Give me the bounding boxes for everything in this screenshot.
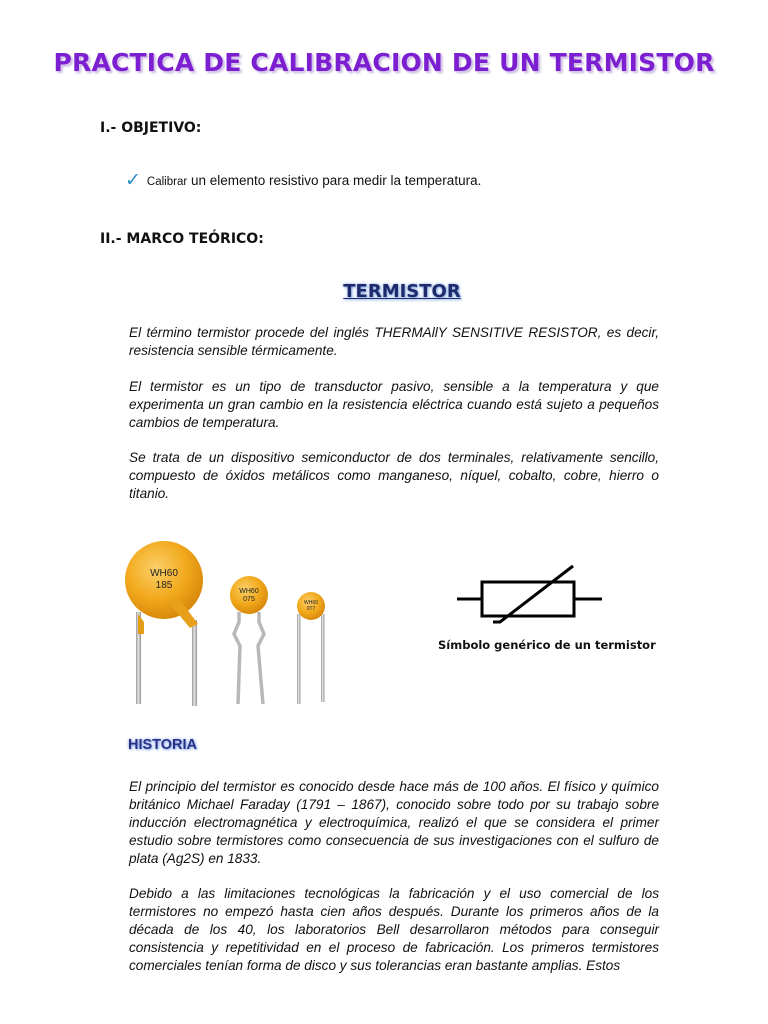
thermistor-label-2: 185 <box>155 580 173 591</box>
thermistor-photo <box>118 522 368 714</box>
checkmark-icon: ✓ <box>125 170 141 191</box>
history-heading: HISTORIA <box>128 737 198 753</box>
objective-text: un elemento resistivo para medir la temperatura. <box>187 173 482 188</box>
thermistor-label-4: 075 <box>243 596 255 603</box>
thermistor-symbol <box>455 562 605 632</box>
paragraph-definition: El término termistor procede del inglés THERMAllY SENSITIVE RESISTOR, es decir, resistencia sensible térmicamente. <box>129 325 659 358</box>
termistor-subtitle: TERMISTOR <box>343 281 461 302</box>
thermistor-label-3: WH60 <box>239 588 259 595</box>
objective-first-word: Calibrar <box>146 176 188 188</box>
objective-heading: I.- OBJETIVO: <box>100 120 202 136</box>
thermistor-label-5: WH60 <box>304 600 318 606</box>
paragraph-semiconductor: Se trata de un dispositivo semiconductor de dos terminales, relativamente sencillo, compuesto de óxidos metálicos como manganeso, níquel, cobalto, cobre, hierro o titanio. <box>129 450 659 501</box>
thermistor-label-6: 0T7 <box>306 606 316 612</box>
paragraph-history-2: Debido a las limitaciones tecnológicas la fabricación y el uso comercial de los termistores no empezó hasta cien años después. Durante los primeros años de la década de los 40, los laboratorios Bell desarrollaron métodos para conseguir consistencia y repetitividad en el proceso de fabricación. Los primeros termistores comerciales tenían forma de disco y sus tolerancias eran bastante amplias. Estos <box>129 886 659 973</box>
paragraph-history-1: El principio del termistor es conocido desde hace más de 100 años. El físico y químico británico Michael Faraday (1791 – 1867), conocido sobre todo por su trabajo sobre inducción electromagnética y electroquímica, realizó el que se considera el primer estudio sobre termistores como consecuencia de sus investigaciones con el sulfuro de plata (Ag2S) en 1833. <box>129 779 659 866</box>
thermistor-label-1: WH60 <box>150 568 178 579</box>
thermistor-large <box>125 541 203 706</box>
thermistor-small <box>297 592 325 704</box>
document-title: PRACTICA DE CALIBRACION DE UN TERMISTOR <box>53 48 715 77</box>
thermistor-medium <box>230 576 268 704</box>
symbol-caption: Símbolo genérico de un termistor <box>438 638 656 652</box>
framework-heading: II.- MARCO TEÓRICO: <box>100 231 264 247</box>
objective-item <box>125 168 481 191</box>
paragraph-transducer: El termistor es un tipo de transductor pasivo, sensible a la temperatura y que experimenta un gran cambio en la resistencia eléctrica cuando está sujeto a pequeños cambios de temperatura. <box>129 379 659 430</box>
